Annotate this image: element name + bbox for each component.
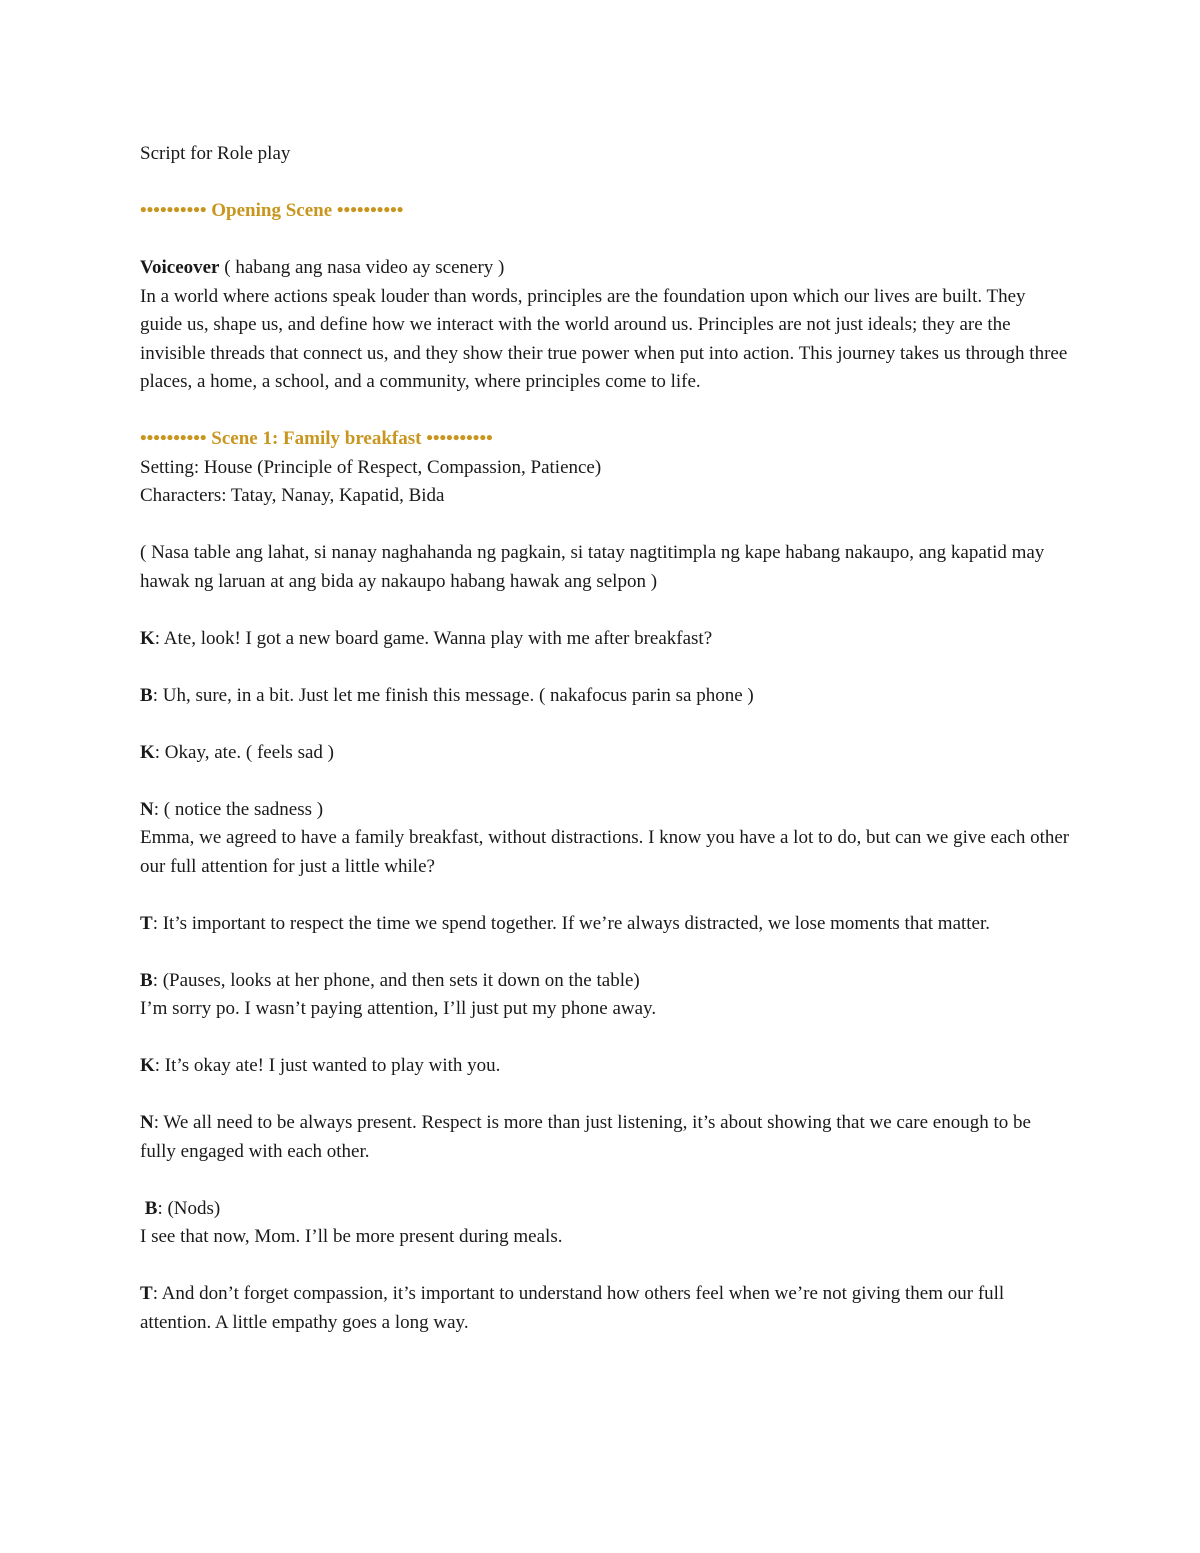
dialogue-text: : Okay, ate. ( feels sad ) [154, 741, 334, 763]
dialogue-continuation: I see that now, Mom. I’ll be more present during meals. [140, 1226, 563, 1247]
dialogue-line [140, 796, 1070, 825]
voiceover-block [140, 254, 1070, 283]
dialogue-line [140, 739, 1070, 768]
speaker-label: T [140, 912, 153, 934]
dialogue-line [140, 1195, 1070, 1224]
dialogue-line [140, 625, 1070, 654]
dialogue-line [140, 1280, 1070, 1337]
dialogue-line [140, 967, 1070, 996]
opening-scene-heading: •••••••••• Opening Scene •••••••••• [140, 200, 404, 221]
dialogue-text: : (Pauses, looks at her phone, and then sets it down on the table) [152, 969, 640, 991]
document-page [140, 140, 1070, 1337]
speaker-label: B [144, 1197, 158, 1219]
dialogue-continuation: I’m sorry po. I wasn’t paying attention, I’ll just put my phone away. [140, 998, 657, 1019]
dialogue-text: : (Nods) [157, 1197, 221, 1219]
speaker-label: B [140, 969, 153, 991]
scene1-setting: Setting: House (Principle of Respect, Compassion, Patience) [140, 456, 602, 478]
dialogue-text: : It’s okay ate! I just wanted to play with you. [154, 1055, 501, 1076]
scene1-characters: Characters: Tatay, Nanay, Kapatid, Bida [140, 485, 445, 506]
dialogue-text: : It’s important to respect the time we spend together. If we’re always distracted, we lose moments that matter. [152, 912, 991, 934]
document-title: Script for Role play [140, 143, 291, 164]
speaker-label: N [140, 798, 154, 820]
speaker-label: K [140, 1055, 155, 1076]
dialogue-text: : We all need to be always present. Respect is more than just listening, it’s about showing that we care enough to be fully engaged with each other. [140, 1112, 1031, 1162]
scene1-heading: •••••••••• Scene 1: Family breakfast •••••••••• [140, 428, 493, 449]
speaker-label: K [140, 627, 155, 649]
voiceover-text: In a world where actions speak louder than words, principles are the foundation upon which our lives are built. They guide us, shape us, and define how we interact with the world around us. Principles are not just ideals; they are the invisible threads that connect us, and they show their true power when put into action. This journey takes us through three places, a home, a school, and a community, where principles come to life. [140, 285, 1068, 392]
dialogue-text: : Ate, look! I got a new board game. Wanna play with me after breakfast? [154, 627, 713, 649]
scene1-stage-direction: ( Nasa table ang lahat, si nanay naghahanda ng pagkain, si tatay nagtitimpla ng kape habang nakaupo, ang kapatid may hawak ng laruan at ang bida ay nakaupo habang hawak ang selpon ) [140, 542, 1045, 592]
speaker-label: K [140, 741, 155, 763]
dialogue-line [140, 1052, 1070, 1081]
dialogue-line [140, 1109, 1070, 1166]
voiceover-label: Voiceover [140, 257, 220, 278]
speaker-label: T [140, 1283, 153, 1304]
dialogue-text: : ( notice the sadness ) [153, 798, 324, 820]
speaker-label: N [140, 1112, 154, 1133]
dialogue-text: : Uh, sure, in a bit. Just let me finish this message. ( nakafocus parin sa phone ) [152, 684, 754, 706]
speaker-label: B [140, 684, 153, 706]
dialogue-line [140, 682, 1070, 711]
dialogue-text: : And don’t forget compassion, it’s important to understand how others feel when we’re not giving them our full attention. A little empathy goes a long way. [140, 1283, 1005, 1333]
dialogue-continuation: Emma, we agreed to have a family breakfast, without distractions. I know you have a lot to do, but can we give each other our full attention for just a little while? [140, 827, 1070, 877]
voiceover-direction: ( habang ang nasa video ay scenery ) [219, 257, 505, 278]
dialogue-line [140, 910, 1070, 939]
